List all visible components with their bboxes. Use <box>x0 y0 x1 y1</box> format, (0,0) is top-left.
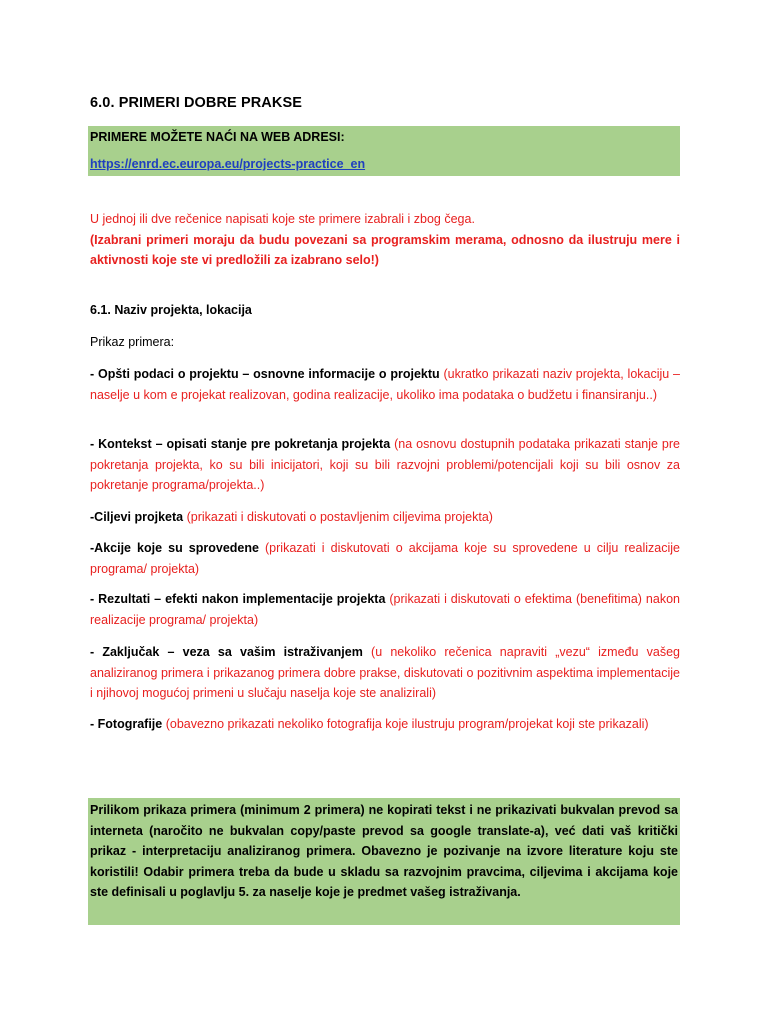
guidelines-text: Prilikom prikaza primera (minimum 2 primera) ne kopirati tekst i ne prikazivati bukvalan prevod sa interneta (naročito ne bukvalan copy/paste prevod sa google translate-a), već dati vaš kritički prikaz - interpretaciju analiziranog primera. Obavezno je pozivanje na izvore literature koju ste koristili! Odabir primera treba da bude u skladu sa razvojnim pravcima, ciljevima i akcijama koje ste definisali u poglavlju 5. za naselje koje je predmet vašeg istraživanja. <box>90 803 678 899</box>
item-desc: (prikazati i diskutovati o akcijama koje su sprovedene u cilju realizacije programa/ projekta) <box>90 541 680 576</box>
item-desc: (na osnovu dostupnih podataka prikazati stanje pre pokretanja projekta, ko su bili inicijatori, koji su bili razvojni problemi/potencijali koji su bili osnov za pokretanje programa/projekta..) <box>90 437 680 492</box>
item-conclusion <box>90 642 680 704</box>
intro-note: (Izabrani primeri moraju da budu povezani sa programskim merama, odnosno da ilustruju mere i aktivnosti koje ste vi predložili za izabrano selo!) <box>90 232 680 267</box>
intro-instructions <box>90 209 680 271</box>
item-lead: - Kontekst – opisati stanje pre pokretanja projekta <box>90 437 391 451</box>
item-desc: (prikazati i diskutovati o postavljenim ciljevima projekta) <box>186 510 493 524</box>
guidelines-box <box>88 798 680 925</box>
web-address-label: PRIMERE MOŽETE NAĆI NA WEB ADRESI: <box>90 130 345 144</box>
item-lead: - Zaključak – veza sa vašim istraživanjem <box>90 645 363 659</box>
item-results <box>90 589 680 630</box>
item-desc: (prikazati i diskutovati o efektima (benefitima) nakon realizacije programa/ projekta) <box>90 592 680 627</box>
item-actions <box>90 538 680 579</box>
item-desc: (obavezno prikazati nekoliko fotografija koje ilustruju program/projekat koji ste prikazali) <box>165 717 649 731</box>
item-general-data <box>90 364 680 405</box>
item-goals <box>90 507 680 528</box>
web-address-box <box>88 126 680 176</box>
item-desc: (u nekoliko rečenica napraviti „vezu“ između vašeg analiziranog primera i prikazanog primera dobre prakse, diskutovati o pozitivnim aspektima implementacije i njihovoj mogućoj primeni u slučaju naselja koje ste analizirali) <box>90 645 680 700</box>
projects-practice-link[interactable]: https://enrd.ec.europa.eu/projects-practice_en <box>90 157 366 171</box>
intro-line: U jednoj ili dve rečenice napisati koje ste primere izabrali i zbog čega. <box>90 212 475 226</box>
item-photos <box>90 714 680 735</box>
item-desc: (ukratko prikazati naziv projekta, lokaciju – naselje u kom e projekat realizovan, godina realizacije, ukoliko ima podataka o budžetu i finansiranju..) <box>90 367 681 402</box>
subsection-title: 6.1. Naziv projekta, lokacija <box>90 303 252 317</box>
item-lead: - Rezultati – efekti nakon implementacije projekta <box>90 592 386 606</box>
item-lead: - Fotografije <box>90 717 163 731</box>
prikaz-label: Prikaz primera: <box>90 335 175 349</box>
section-title: 6.0. PRIMERI DOBRE PRAKSE <box>90 95 302 111</box>
item-lead: -Akcije koje su sprovedene <box>90 541 259 555</box>
item-lead: -Ciljevi projketa <box>90 510 184 524</box>
item-context <box>90 434 680 496</box>
item-lead: - Opšti podaci o projektu – osnovne informacije o projektu <box>90 367 440 381</box>
